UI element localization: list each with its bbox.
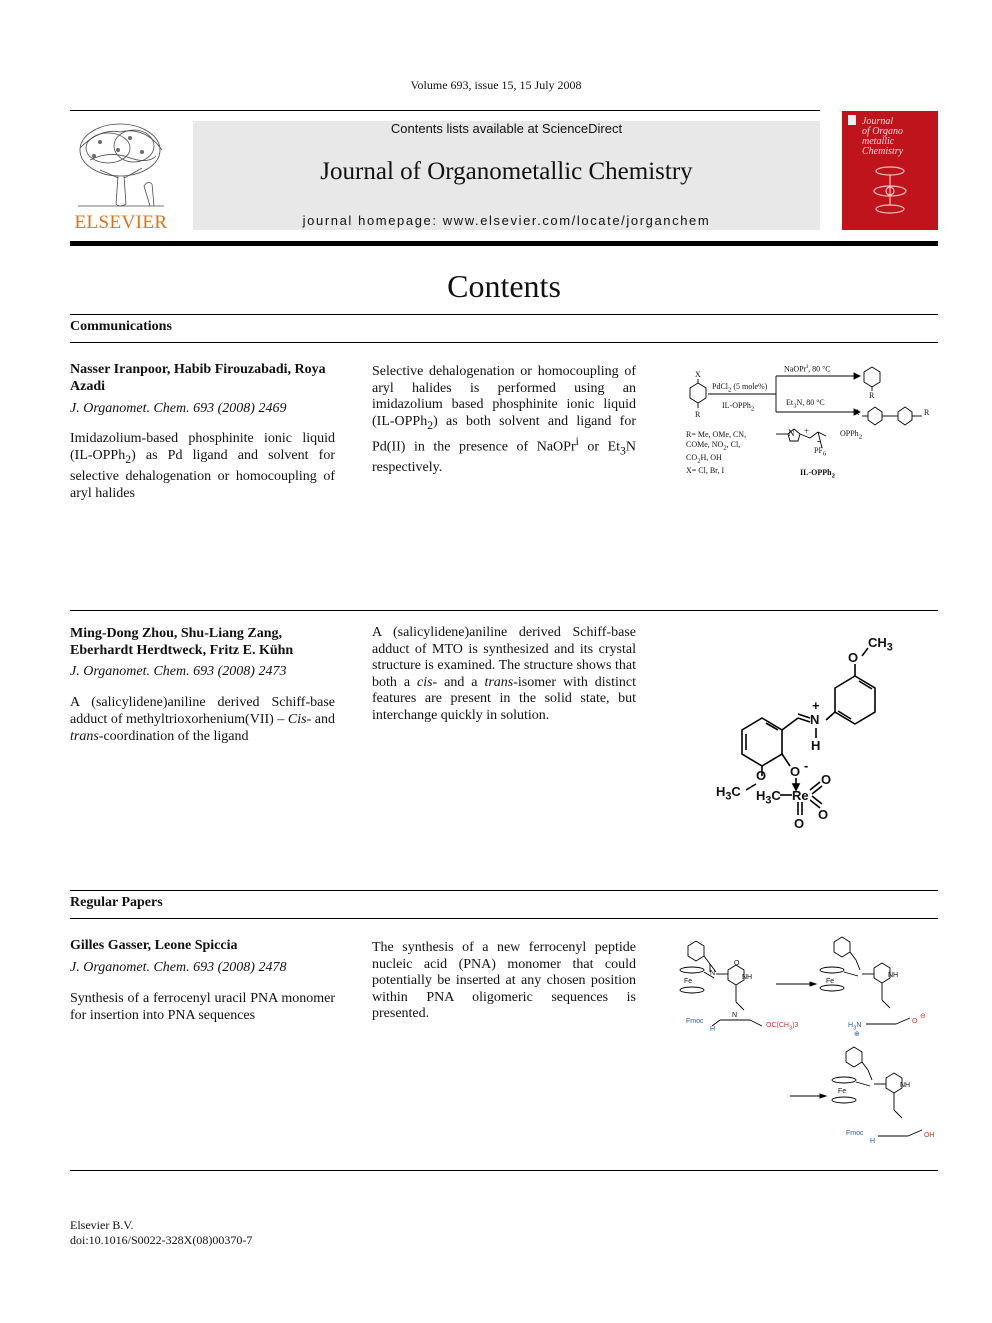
section-rule — [70, 342, 938, 343]
label-r: R — [924, 408, 930, 417]
article-authors: Gilles Gasser, Leone Spiccia — [70, 938, 238, 953]
atom-o: O — [734, 960, 740, 967]
atom-nh: NH — [900, 1082, 911, 1089]
cover-title: Journal of Organo metallic Chemistry — [862, 116, 904, 157]
label-r: R — [869, 391, 875, 400]
elsevier-wordmark: ELSEVIER — [74, 212, 168, 233]
opph2-label: OPPh$_2$ — [840, 429, 863, 441]
article-authors: Nasser Iranpoor, Habib Firouzabadi, Roya Azadi — [70, 362, 326, 394]
methoxy-methyl: $H_3C$ — [716, 784, 741, 803]
article-reference-link[interactable]: J. Organomet. Chem. 693 (2008) 2473 — [70, 664, 287, 679]
article-title: A (salicylidene)aniline derived Schiff-base adduct of methyltrioxorhenium(VII) – Cis- and trans-coordination of the ligand — [70, 695, 335, 744]
tbu-ester-label: $OC(CH_3)3$ — [766, 1022, 799, 1032]
cover-elsevier-mark — [848, 115, 856, 125]
atom-o: O — [848, 650, 859, 665]
section-heading-regular-papers: Regular Papers — [70, 895, 163, 910]
carboxylate-o: O — [912, 1018, 918, 1025]
atom-fe: Fe — [826, 978, 835, 985]
header-thick-rule — [70, 241, 938, 246]
header-top-rule — [70, 110, 820, 111]
atom-h: H — [710, 1026, 716, 1033]
label-r: R — [695, 410, 701, 419]
atom-o: O — [818, 807, 829, 822]
section-bottom-rule — [70, 1170, 938, 1171]
article-authors: Ming-Dong Zhou, Shu-Liang Zang, Eberhardt Herdtweck, Fritz E. Kühn — [70, 626, 294, 658]
atom-n: N — [710, 970, 716, 977]
article-divider — [70, 610, 938, 611]
atom-o: O — [821, 772, 832, 787]
ammonium-label: $H_3N$ — [848, 1022, 862, 1032]
label-x: X — [695, 370, 701, 379]
plus-charge: ⊕ — [854, 1031, 860, 1038]
elsevier-logo — [70, 120, 172, 232]
x-substituent-list: X= Cl, Br, I — [686, 466, 725, 475]
atom-n-plus: N — [810, 712, 820, 727]
imidazolium-n: N — [788, 428, 795, 438]
article-reference-link[interactable]: J. Organomet. Chem. 693 (2008) 2469 — [70, 401, 287, 416]
minus-charge: - — [817, 436, 821, 447]
re-methyl: $H_3C$ — [756, 788, 781, 807]
section-rule — [70, 890, 938, 891]
article-abstract: A (salicylidene)aniline derived Schiff-base adduct of MTO is synthesized and its crystal structure is examined. The structure shows that both a cis- and a trans-isomer with distinct features are present in the solid state, but interchange quickly in solution. — [372, 625, 636, 723]
r-substituent-list: R= Me, OMe, CN, COMe, $NO_2$, Cl, $CO_2H$, OH — [686, 430, 747, 465]
atom-o: O — [756, 768, 767, 783]
graphical-abstract-ferrocenyl-pna — [670, 932, 942, 1154]
plus-charge: + — [812, 698, 820, 713]
section-heading-communications: Communications — [70, 319, 172, 334]
atom-o-minus: O — [790, 764, 801, 779]
journal-title: Journal of Organometallic Chemistry — [320, 158, 693, 185]
section-rule — [70, 314, 938, 315]
article-reference-link[interactable]: J. Organomet. Chem. 693 (2008) 2478 — [70, 960, 287, 975]
cover-molecule-icon — [864, 161, 916, 221]
article-abstract: The synthesis of a new ferrocenyl peptide nucleic acid (PNA) monomer that could potentially be inserted at any chosen position within PNA oligomeric sequences is presented. — [372, 940, 636, 1022]
methyl-group: $CH_3$ — [868, 635, 893, 654]
mto-structure-lines — [700, 630, 910, 835]
atom-nh: NH — [742, 974, 753, 981]
atom-fe: Fe — [684, 978, 693, 985]
atom-h: H — [870, 1138, 876, 1145]
atom-n: N — [732, 1012, 738, 1019]
atom-fe: Fe — [838, 1088, 847, 1095]
article-title: Imidazolium-based phosphinite ionic liquid (IL-OPPh$_2$) as Pd ligand and solvent for selective dehalogenation or homocoupling of aryl halides — [70, 431, 335, 501]
graphical-abstract-mto-adduct — [700, 630, 910, 835]
article-abstract: Selective dehalogenation or homocoupling of aryl halides is performed using an imidazolium based phosphinite ionic liquid (IL-OPPh$_2$) as both solvent and ligand for Pd(II) in the presence of NaOPr$^i$ or $Et_3N$ respectively. — [372, 364, 636, 476]
journal-banner — [193, 121, 820, 230]
article-title: Synthesis of a ferrocenyl uracil PNA monomer for insertion into PNA sequences — [70, 991, 335, 1023]
fmoc-label: Fmoc — [686, 1018, 704, 1025]
il-label: IL-OPPh$_2$ — [722, 401, 755, 413]
atom-nh: NH — [888, 972, 899, 979]
journal-cover-thumbnail — [842, 111, 938, 230]
label-r: R — [854, 408, 860, 417]
minus-charge: ⊖ — [920, 1013, 926, 1020]
fmoc-label: Fmoc — [846, 1130, 864, 1137]
pf6-label: $PF_6$ — [814, 446, 827, 458]
acid-oh: OH — [924, 1132, 935, 1139]
doi-link[interactable]: doi:10.1016/S0022-328X(08)00370-7 — [70, 1233, 253, 1247]
publisher-line: Elsevier B.V. — [70, 1218, 134, 1232]
catalyst-label: PdCl$_2$ (5 mole%) — [712, 382, 768, 394]
contents-lists-text: Contents lists available at ScienceDirect — [390, 121, 623, 136]
condition-et3n: $Et_3N$, 80 °C — [786, 398, 825, 410]
page-title: Contents — [447, 268, 561, 304]
atom-re: Re — [792, 788, 809, 803]
condition-naopr: NaOPr$^i$, 80 °C — [784, 363, 831, 374]
pna-scheme-lines — [670, 932, 942, 1154]
atom-h: H — [811, 738, 821, 753]
section-rule — [70, 918, 938, 919]
minus-charge: - — [804, 758, 809, 773]
journal-homepage-link[interactable]: journal homepage: www.elsevier.com/locate/jorganchem — [302, 213, 711, 228]
volume-line: Volume 693, issue 15, 15 July 2008 — [410, 78, 582, 92]
atom-o: O — [794, 816, 805, 831]
graphical-abstract-dehalogenation — [676, 358, 938, 482]
plus-charge: + — [804, 426, 810, 436]
il-opph2-caption: IL-OPPh$_2$ — [800, 468, 835, 480]
